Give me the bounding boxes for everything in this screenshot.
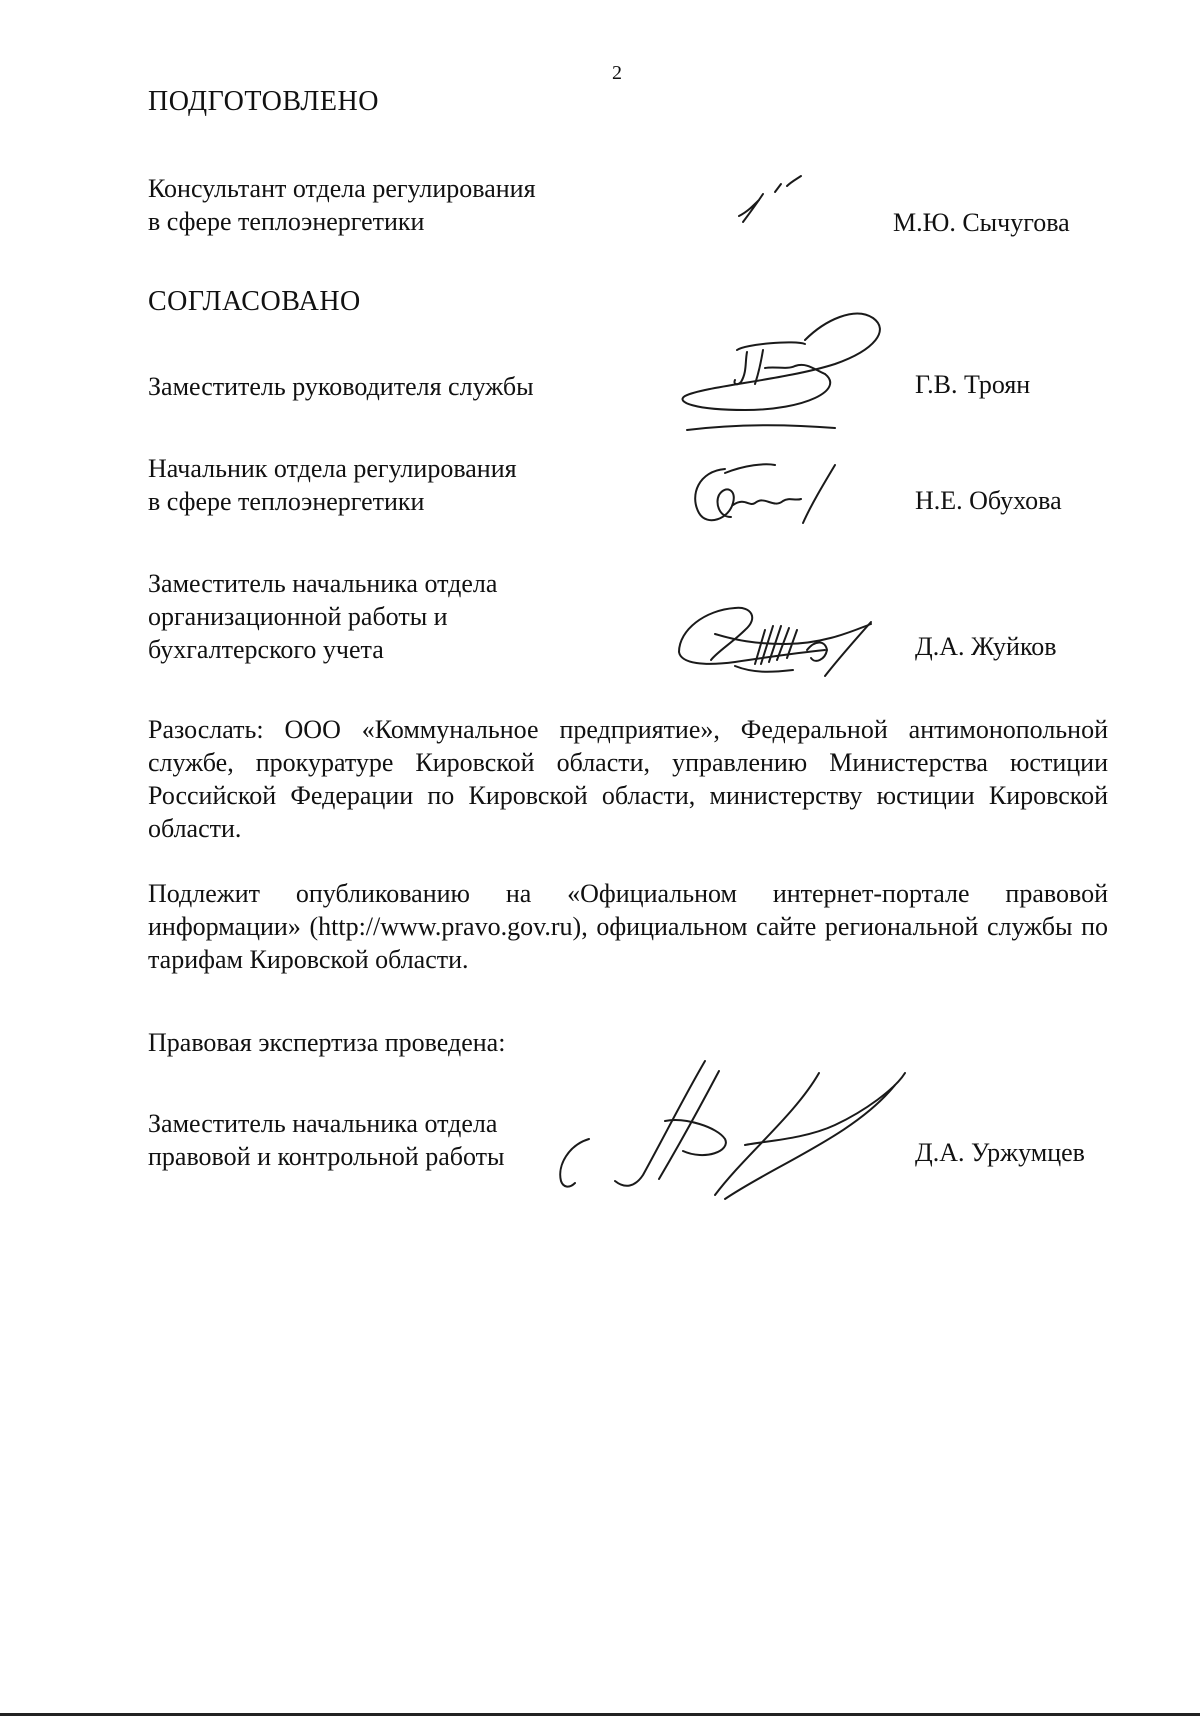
- legal-review-name: Д.А. Уржумцев: [915, 1138, 1085, 1167]
- publication-paragraph: Подлежит опубликованию на «Официальном интернет-портале правовой информации» (http://www.pravo.gov.ru), официальном сайте региональной службы по тарифам Кировской области.: [148, 879, 1108, 974]
- agreed-heading: СОГЛАСОВАНО: [148, 286, 361, 317]
- prepared-name: М.Ю. Сычугова: [893, 208, 1070, 237]
- signer-name-troyan: Г.В. Троян: [915, 370, 1031, 399]
- signer-role-zhuikov: Заместитель начальника отдела организационной работы и бухгалтерского учета: [148, 569, 498, 664]
- prepared-heading: ПОДГОТОВЛЕНО: [148, 86, 379, 117]
- signer-role-troyan: Заместитель руководителя службы: [148, 372, 534, 401]
- distribution-paragraph: Разослать: ООО «Коммунальное предприятие», Федеральной антимонопольной службе, прокуратуре Кировской области, управлению Министерства юстиции Российской Федерации по Кировской области, министерству юстиции Кировской области.: [148, 715, 1108, 843]
- prepared-role: Консультант отдела регулирования в сфере теплоэнергетики: [148, 174, 536, 236]
- signature-urzhumtsev: [555, 1055, 915, 1205]
- signature-sychugova: [735, 170, 815, 230]
- signer-name-obukhova: Н.Е. Обухова: [915, 486, 1062, 515]
- page-number: 2: [612, 62, 622, 84]
- legal-review-role: Заместитель начальника отдела правовой и контрольной работы: [148, 1109, 505, 1171]
- signature-troyan: [675, 300, 900, 440]
- legal-review-heading: Правовая экспертиза проведена:: [148, 1028, 506, 1057]
- bottom-border-line: [0, 1713, 1200, 1716]
- signer-role-obukhova: Начальник отдела регулирования в сфере теплоэнергетики: [148, 454, 517, 516]
- signature-zhuikov: [675, 600, 885, 685]
- signer-name-zhuikov: Д.А. Жуйков: [915, 632, 1057, 661]
- signature-obukhova: [685, 455, 845, 530]
